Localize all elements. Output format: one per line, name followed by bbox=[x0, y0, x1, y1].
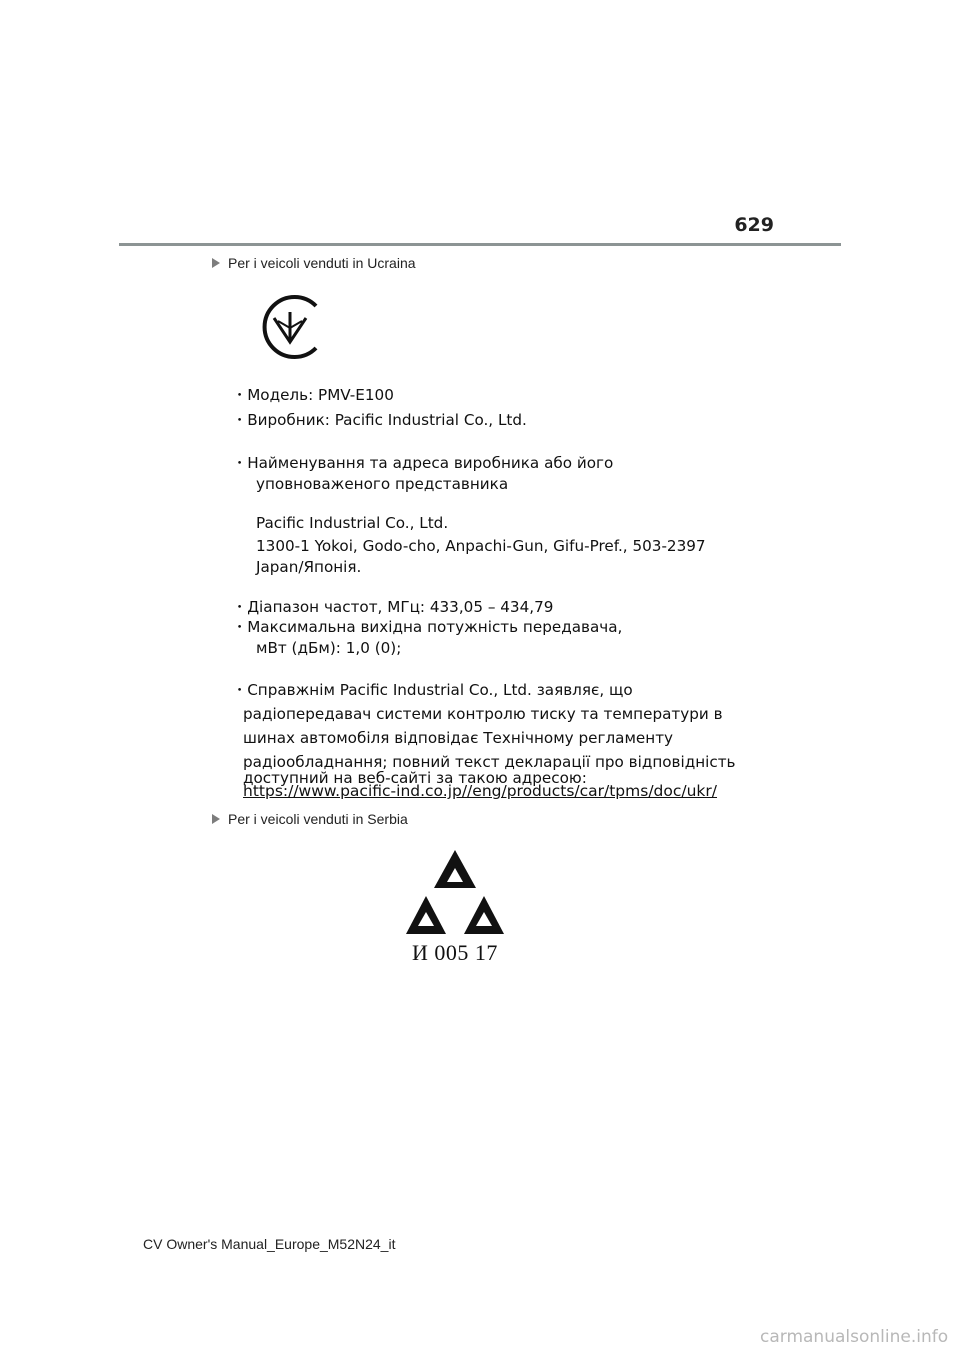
ukrainian-conformity-mark-icon bbox=[256, 292, 324, 362]
section-heading-ukraine bbox=[212, 255, 416, 271]
name-address-line-2: уповноваженого представника bbox=[256, 475, 509, 493]
declaration-line-4: радіообладнання; повний текст декларації про відповідність bbox=[243, 753, 736, 771]
declaration-line-5: доступний на веб-сайті за такою адресою: bbox=[243, 769, 587, 787]
country-line: Japan/Японія. bbox=[256, 558, 362, 576]
serbia-mark-code: И 005 17 bbox=[412, 940, 498, 965]
declaration-url: https://www.pacific-ind.co.jp//eng/products/car/tpms/doc/ukr/ bbox=[243, 782, 718, 800]
address-line: 1300-1 Yokoi, Godo-cho, Anpachi-Gun, Gifu-Pref., 503-2397 bbox=[256, 537, 706, 555]
page-number: 629 bbox=[734, 214, 774, 236]
manufacturer-line: ・Виробник: Pacific Industrial Co., Ltd. bbox=[232, 411, 527, 429]
section-heading-ukraine-text: Per i veicoli venduti in Ucraina bbox=[228, 255, 416, 271]
section-heading-serbia-text: Per i veicoli venduti in Serbia bbox=[228, 811, 408, 827]
header-rule bbox=[119, 243, 841, 246]
company-line: Pacific Industrial Co., Ltd. bbox=[256, 514, 449, 532]
declaration-line-2: радіопередавач системи контролю тиску та температури в bbox=[243, 705, 723, 723]
power-line-1: ・Максимальна вихідна потужність передавача, bbox=[232, 618, 623, 636]
ukraine-compliance-label bbox=[232, 282, 736, 810]
triangle-bullet-icon bbox=[212, 814, 220, 824]
declaration-line-3: шинах автомобіля відповідає Технічному регламенту bbox=[243, 729, 674, 747]
serbian-conformity-triangles-icon bbox=[398, 846, 512, 938]
footer-manual-id: CV Owner's Manual_Europe_M52N24_it bbox=[143, 1236, 396, 1252]
frequency-line: ・Діапазон частот, МГц: 433,05 – 434,79 bbox=[232, 598, 554, 616]
model-line: ・Модель: PMV-E100 bbox=[232, 386, 394, 404]
name-address-line-1: ・Найменування та адреса виробника або його bbox=[232, 454, 614, 472]
power-line-2: мВт (дБм): 1,0 (0); bbox=[256, 639, 402, 657]
watermark: carmanualsonline.info bbox=[760, 1327, 949, 1347]
section-heading-serbia bbox=[212, 811, 408, 827]
declaration-line-1: ・Справжнім Pacific Industrial Co., Ltd. заявляє, що bbox=[232, 681, 633, 699]
triangle-bullet-icon bbox=[212, 258, 220, 268]
serbian-conformity-mark bbox=[398, 846, 512, 968]
